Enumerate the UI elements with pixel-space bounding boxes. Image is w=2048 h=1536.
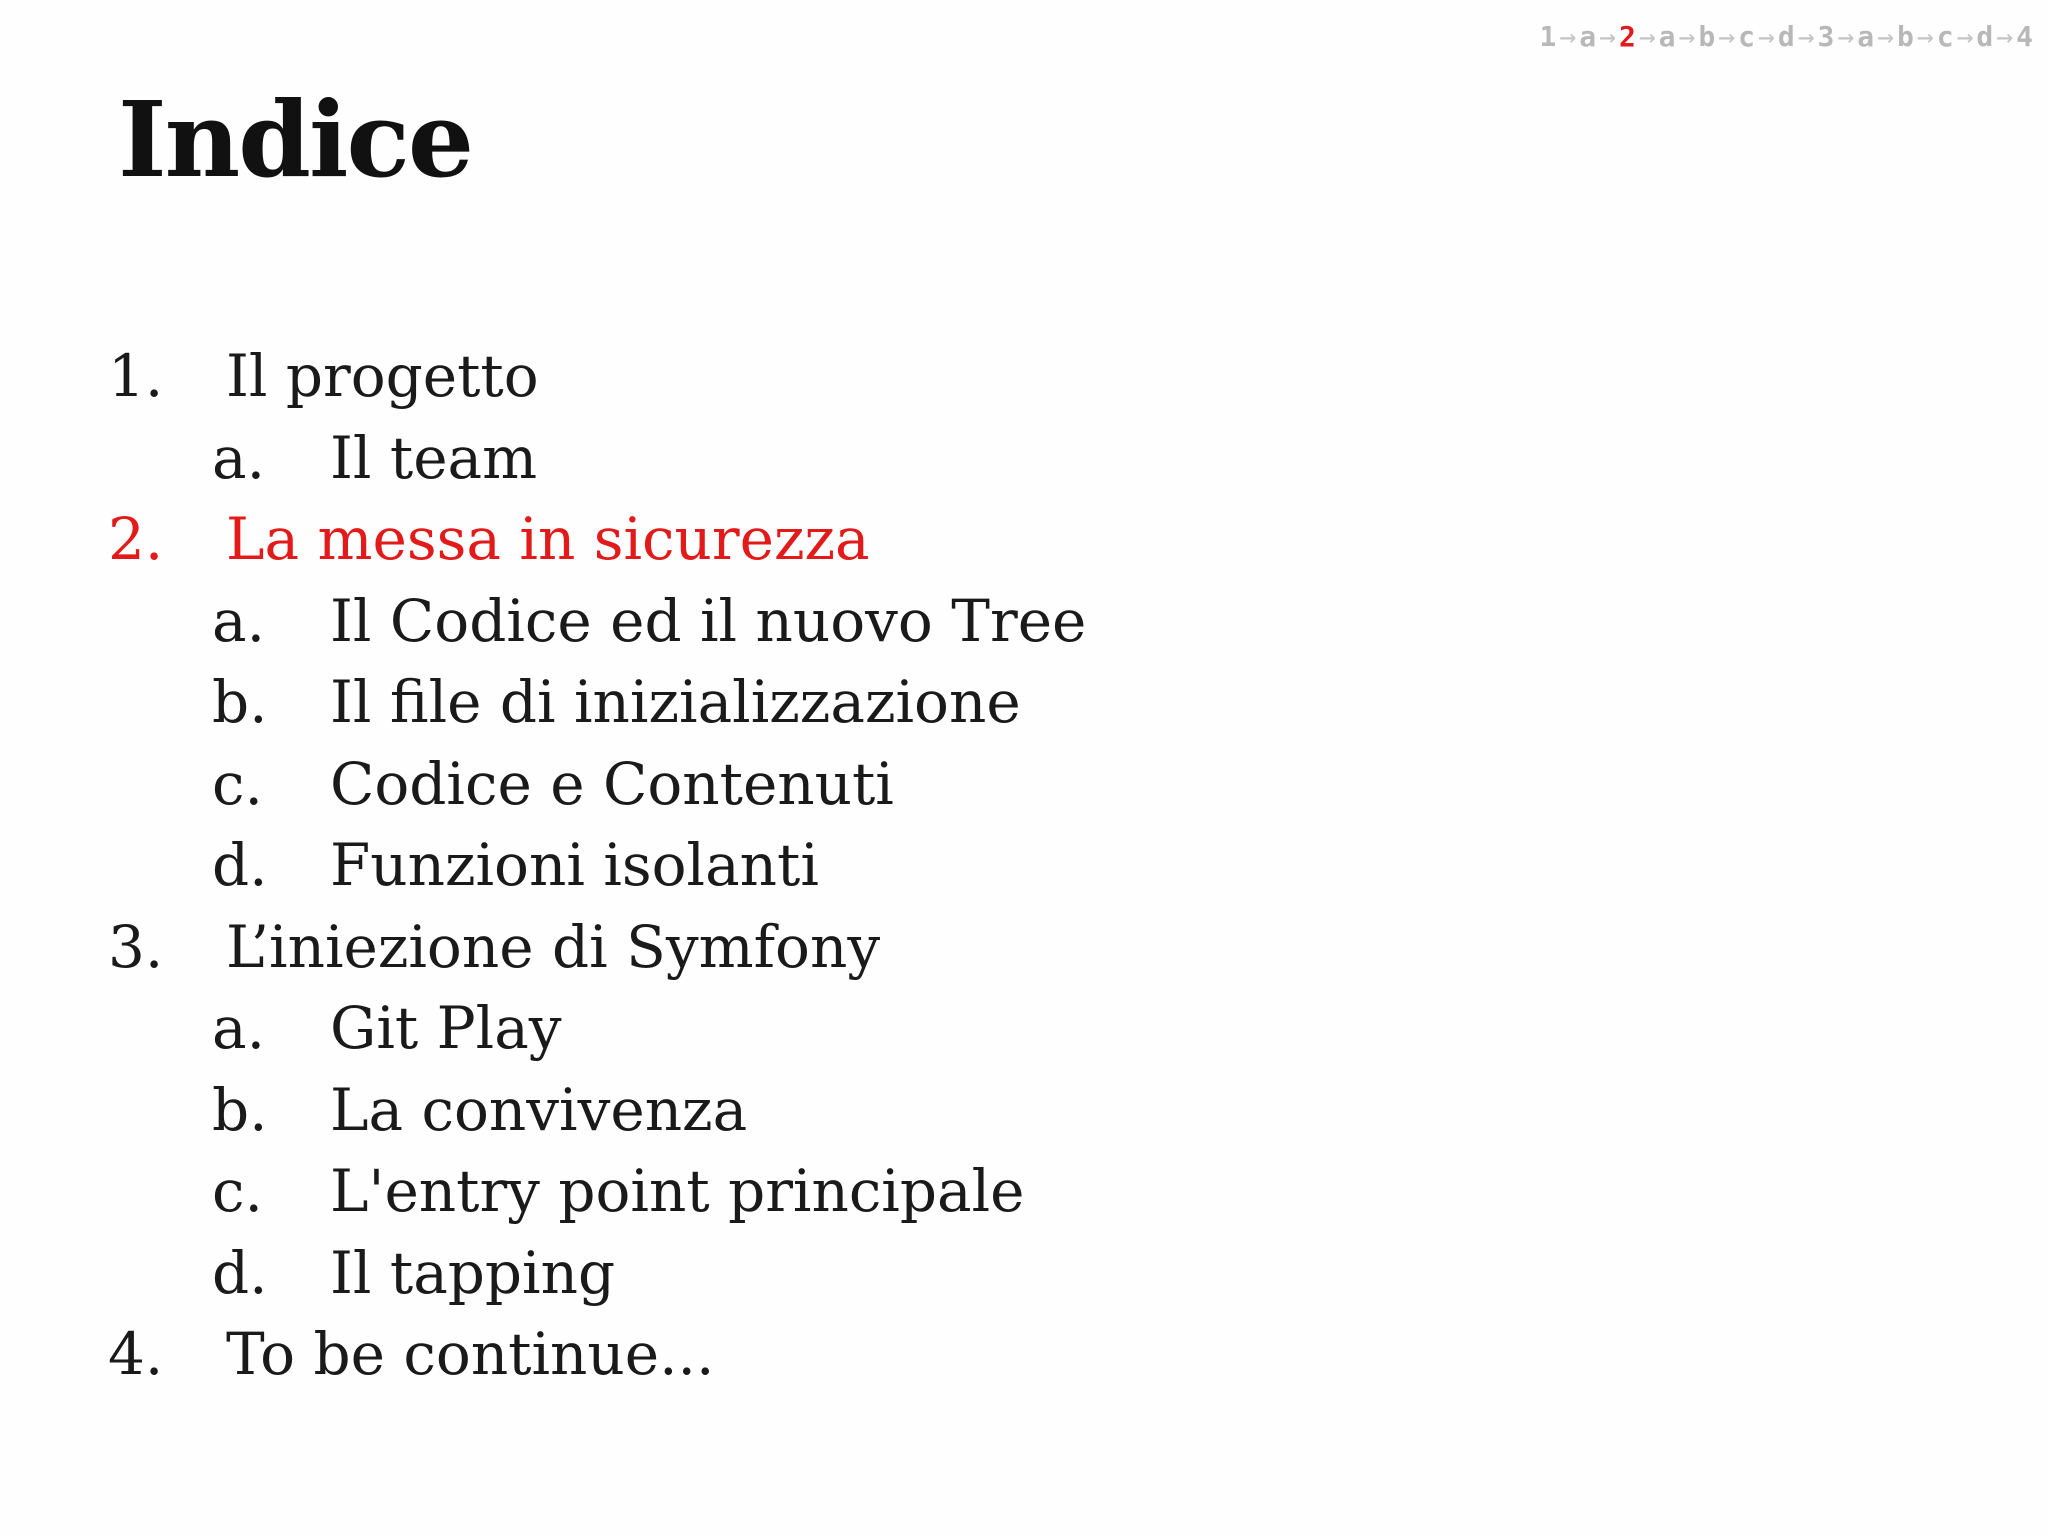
toc-section bbox=[108, 499, 1086, 581]
breadcrumb-item: c bbox=[1738, 20, 1756, 53]
breadcrumb-arrow-icon: → bbox=[1559, 20, 1578, 53]
toc-label: Il tapping bbox=[330, 1238, 616, 1307]
breadcrumb-arrow-icon: → bbox=[1757, 20, 1776, 53]
toc-label: Codice e Contenuti bbox=[330, 749, 894, 818]
breadcrumb-arrow-icon: → bbox=[1956, 20, 1975, 53]
breadcrumb-item: a bbox=[1658, 20, 1677, 53]
breadcrumb-item: a bbox=[1857, 20, 1876, 53]
breadcrumb bbox=[1540, 20, 2034, 53]
toc-subsection bbox=[108, 418, 1086, 500]
toc-label: Funzioni isolanti bbox=[330, 831, 819, 899]
breadcrumb-arrow-icon: → bbox=[1916, 20, 1935, 53]
toc-marker: a. bbox=[212, 586, 266, 655]
toc-marker: c. bbox=[212, 749, 263, 818]
breadcrumb-item: b bbox=[1698, 20, 1717, 53]
breadcrumb-item: 1 bbox=[1539, 20, 1558, 53]
toc-marker: b. bbox=[212, 1075, 268, 1144]
toc-marker: b. bbox=[212, 668, 268, 736]
breadcrumb-arrow-icon: → bbox=[1996, 20, 2015, 53]
toc-section bbox=[108, 907, 1086, 989]
toc-marker: d. bbox=[212, 1238, 268, 1307]
breadcrumb-arrow-icon: → bbox=[1718, 20, 1737, 53]
toc-subsection bbox=[108, 744, 1086, 826]
toc-label: Il team bbox=[330, 423, 538, 492]
toc-label: Il file di inizializzazione bbox=[330, 668, 1021, 736]
breadcrumb-item: a bbox=[1579, 20, 1598, 53]
toc-subsection bbox=[108, 1070, 1086, 1152]
breadcrumb-item: 4 bbox=[2016, 20, 2034, 53]
breadcrumb-arrow-icon: → bbox=[1797, 20, 1816, 53]
table-of-contents bbox=[108, 336, 1086, 1396]
page-title: Indice bbox=[118, 78, 472, 201]
toc-label: Il progetto bbox=[226, 342, 539, 410]
toc-label: L'entry point principale bbox=[330, 1157, 1025, 1225]
toc-marker: 3. bbox=[108, 912, 164, 981]
breadcrumb-item-current: 2 bbox=[1618, 20, 1637, 53]
toc-subsection bbox=[108, 1233, 1086, 1315]
toc-subsection bbox=[108, 825, 1086, 907]
toc-label: To be continue... bbox=[226, 1320, 715, 1388]
breadcrumb-arrow-icon: → bbox=[1638, 20, 1657, 53]
toc-marker: 2. bbox=[108, 505, 164, 573]
toc-marker: c. bbox=[212, 1157, 263, 1225]
toc-label: La messa in sicurezza bbox=[226, 505, 870, 573]
breadcrumb-item: d bbox=[1777, 20, 1796, 53]
toc-label: La convivenza bbox=[330, 1075, 748, 1144]
breadcrumb-item: b bbox=[1896, 20, 1915, 53]
breadcrumb-arrow-icon: → bbox=[1877, 20, 1895, 53]
toc-section bbox=[108, 336, 1086, 418]
breadcrumb-arrow-icon: → bbox=[1837, 20, 1856, 53]
breadcrumb-arrow-icon: → bbox=[1678, 20, 1697, 53]
toc-label: Git Play bbox=[330, 994, 562, 1062]
toc-marker: 1. bbox=[108, 342, 164, 410]
toc-label: L’iniezione di Symfony bbox=[226, 912, 881, 981]
toc-subsection bbox=[108, 662, 1086, 744]
toc-marker: a. bbox=[212, 994, 266, 1062]
toc-subsection bbox=[108, 1151, 1086, 1233]
breadcrumb-arrow-icon: → bbox=[1599, 20, 1617, 53]
toc-section bbox=[108, 1314, 1086, 1396]
toc-marker: a. bbox=[212, 423, 266, 492]
breadcrumb-item: d bbox=[1976, 20, 1995, 53]
toc-marker: 4. bbox=[108, 1320, 164, 1388]
breadcrumb-item: 3 bbox=[1817, 20, 1836, 53]
toc-marker: d. bbox=[212, 831, 268, 899]
toc-subsection bbox=[108, 581, 1086, 663]
breadcrumb-item: c bbox=[1936, 20, 1955, 53]
toc-label: Il Codice ed il nuovo Tree bbox=[330, 586, 1087, 655]
toc-subsection bbox=[108, 988, 1086, 1070]
